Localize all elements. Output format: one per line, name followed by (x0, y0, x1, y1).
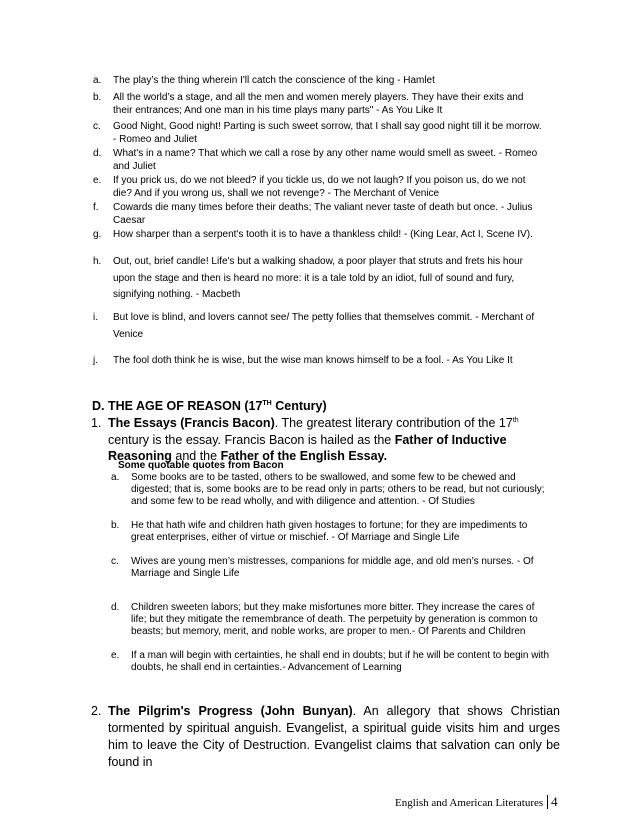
quote-text: Good Night, Good night! Parting is such sweet sorrow, that I shall say good night till it be morrow. - Romeo and Juliet (113, 121, 542, 145)
quote-d (93, 147, 545, 173)
section-title-end: Century) (271, 399, 327, 413)
quote-letter: d. (111, 602, 120, 613)
quote-letter: b. (111, 520, 120, 531)
quote-text: Some books are to be tasted, others to be swallowed, and some few to be chewed and digested; that is, some books are to be read only in parts; others to be read, but not curiously; and some few to be read wholly, and with diligence and attention. - Of Studies (131, 472, 545, 507)
quote-j (93, 353, 545, 370)
quote-text: Children sweeten labors; but they make misfortunes more bitter. They increase the cares of life; but they mitigate the remembrance of death. The perpetuity by generation is common to beasts; but memory, merit, and noble works, are proper to men.- Of Parents and Children (131, 602, 538, 637)
quote-text: But love is blind, and lovers cannot see/ The petty follies that themselves commit. - Merchant of Venice (113, 312, 535, 340)
quote-text: The fool doth think he is wise, but the wise man knows himself to be a fool. - As You Like It (113, 355, 513, 366)
section-heading (92, 399, 327, 413)
quote-b (93, 91, 545, 117)
quote-letter: c. (111, 556, 119, 567)
quote-letter: h. (93, 256, 102, 267)
page-footer (395, 794, 558, 810)
bacon-quote-d (111, 602, 551, 638)
section-title-sup: TH (262, 399, 272, 407)
item-text: and the (171, 449, 221, 463)
bacon-quote-a (111, 472, 551, 508)
quote-text: If a man will begin with certainties, he shall end in doubts; but if he will be content to begin with doubts, he shall end in certainties.- Advancement of Learning (131, 650, 550, 673)
quote-text: Wives are young men’s mistresses, companions for middle age, and old men’s nurses. - Of Marriage and Single Life (131, 556, 534, 579)
item-bold-phrase: Father of Inductive Reasoning (108, 432, 507, 463)
quote-a (93, 74, 545, 87)
quote-h (93, 254, 545, 304)
quote-text: Out, out, brief candle! Life's but a walking shadow, a poor player that struts and frets his hour upon the stage and then is heard no more: it is a tale told by an idiot, full of sound and fury, signifying nothing. - Macbeth (113, 256, 523, 300)
quote-letter: j. (93, 355, 98, 366)
item-number: 2. (91, 704, 102, 718)
quote-letter: c. (93, 121, 101, 132)
item-title: The Essays (Francis Bacon) (108, 416, 275, 430)
item-text: . An allegory that shows Christian tormented by spiritual anguish. Evangelist, a spiritual guide visits him and urges him to leave the City of Destruction. Evangelist claims that salvation can only be found in (108, 704, 560, 769)
quote-letter: g. (93, 229, 102, 240)
quote-letter: d. (93, 148, 102, 159)
bacon-quote-b (111, 520, 551, 544)
quote-text: The play’s the thing wherein I'll catch the conscience of the king - Hamlet (113, 75, 435, 86)
quote-c (93, 120, 545, 146)
section-title: D. THE AGE OF REASON (17 (92, 399, 263, 413)
quote-text: What's in a name? That which we call a rose by any other name would smell as sweet. - Romeo and Juliet (113, 148, 538, 172)
quote-letter: a. (93, 75, 102, 86)
item-pilgrims-progress (91, 703, 560, 771)
quote-i (93, 310, 545, 343)
quote-text: He that hath wife and children hath given hostages to fortune; for they are impediments to great enterprises, either of virtue or mischief. - Of Marriage and Single Life (131, 520, 528, 543)
item-text: . The greatest literary contribution of the 17 (274, 416, 513, 430)
quote-text: Cowards die many times before their deaths; The valiant never taste of death but once. - Julius Caesar (113, 202, 533, 226)
bacon-quote-c (111, 556, 551, 580)
page-number: 4 (551, 794, 558, 809)
quote-letter: a. (111, 472, 120, 483)
quote-letter: f. (93, 202, 99, 213)
quote-letter: i. (93, 312, 98, 323)
quote-text: All the world’s a stage, and all the men and women merely players. They have their exits and their entrances; And one man in his time plays many parts" - As You Like It (113, 92, 524, 116)
quote-letter: e. (93, 175, 102, 186)
quote-letter: b. (93, 92, 102, 103)
item-essays (91, 415, 560, 465)
quote-text: If you prick us, do we not bleed? if you tickle us, do we not laugh? If you poison us, do we not die? And if you wrong us, shall we not revenge? - The Merchant of Venice (113, 175, 526, 199)
quote-text: How sharper than a serpent's tooth it is to have a thankless child! - (King Lear, Act I, Scene IV). (113, 229, 533, 240)
quote-letter: e. (111, 650, 120, 661)
bacon-quote-e (111, 650, 551, 674)
bacon-subheading: Some quotable quotes from Bacon (118, 460, 284, 471)
item-text: century is the essay. Francis Bacon is hailed as the (108, 432, 395, 447)
quote-g (93, 228, 545, 241)
item-number: 1. (91, 416, 102, 430)
item-bold-phrase: Father of the English Essay. (220, 449, 388, 463)
footer-label: English and American Literatures (395, 797, 544, 809)
item-sup: th (512, 416, 519, 424)
footer-separator (547, 795, 548, 809)
quote-e (93, 174, 545, 200)
quote-f (93, 201, 545, 227)
item-title: The Pilgrim's Progress (John Bunyan) (108, 704, 353, 718)
